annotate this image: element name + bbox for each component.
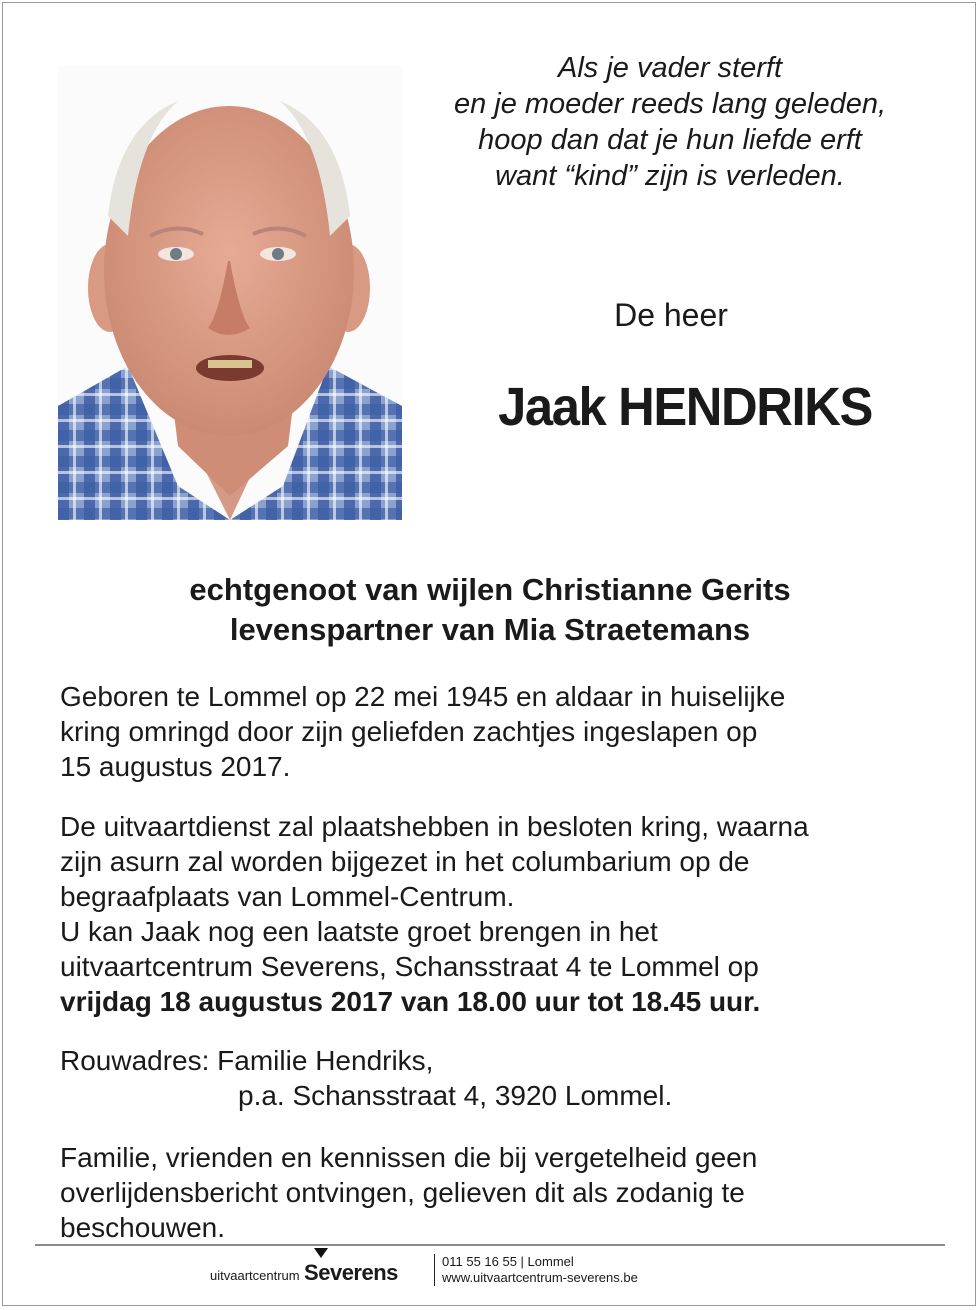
paragraph-line: beschouwen. (60, 1212, 226, 1243)
footer-contact (442, 1254, 638, 1286)
footer-divider (35, 1244, 945, 1246)
poem-line: en je moeder reeds lang geleden, (453, 88, 887, 120)
service-paragraph (60, 809, 940, 1019)
closing-paragraph (60, 1140, 940, 1245)
paragraph-line: overlijdensbericht ontvingen, gelieven dit als zodanig te (60, 1177, 745, 1208)
paragraph-line: De uitvaartdienst zal plaatshebben in besloten kring, waarna (60, 811, 809, 842)
paragraph-line: Geboren te Lommel op 22 mei 1945 en aldaar in huiselijke (60, 681, 786, 712)
logo-prefix: uitvaartcentrum (210, 1268, 300, 1283)
service-time: vrijdag 18 augustus 2017 van 18.00 uur tot 18.45 uur. (60, 986, 761, 1017)
footer-website: www.uitvaartcentrum-severens.be (442, 1270, 638, 1285)
footer (210, 1252, 770, 1292)
deceased-name: Jaak HENDRIKS (498, 377, 872, 437)
paragraph-line: begraafplaats van Lommel-Centrum. (60, 881, 515, 912)
poem-line: Als je vader sterft (557, 52, 783, 84)
paragraph-line: uitvaartcentrum Severens, Schansstraat 4 te Lommel op (60, 951, 759, 982)
relation-spouse: echtgenoot van wijlen Christianne Gerits (189, 572, 791, 607)
mourning-address (60, 1043, 940, 1113)
paragraph-line: kring omringd door zijn geliefden zachtjes ingeslapen op (60, 716, 758, 747)
relation-partner: levenspartner van Mia Straetemans (229, 612, 751, 647)
honorific: De heer (614, 297, 728, 333)
paragraph-line: Familie, vrienden en kennissen die bij vergetelheid geen (60, 1142, 758, 1173)
paragraph-line: U kan Jaak nog een laatste groet brengen in het (60, 916, 658, 947)
portrait-photo (58, 66, 402, 520)
poem (410, 50, 930, 194)
footer-phone: 011 55 16 55 | Lommel (442, 1254, 574, 1269)
paragraph-line: zijn asurn zal worden bijgezet in het columbarium op de (60, 846, 750, 877)
paragraph-line: 15 augustus 2017. (60, 751, 291, 782)
brand-triangle-icon (314, 1248, 328, 1258)
poem-line: hoop dan dat je hun liefde erft (478, 124, 862, 156)
logo-brand: Severens (304, 1260, 398, 1285)
birth-paragraph (60, 679, 940, 784)
funeral-home-logo (210, 1260, 398, 1286)
address-line-2: p.a. Schansstraat 4, 3920 Lommel. (238, 1080, 673, 1111)
footer-separator (434, 1254, 435, 1286)
address-line-1: Rouwadres: Familie Hendriks, (60, 1045, 434, 1076)
poem-line: want “kind” zijn is verleden. (495, 160, 845, 192)
